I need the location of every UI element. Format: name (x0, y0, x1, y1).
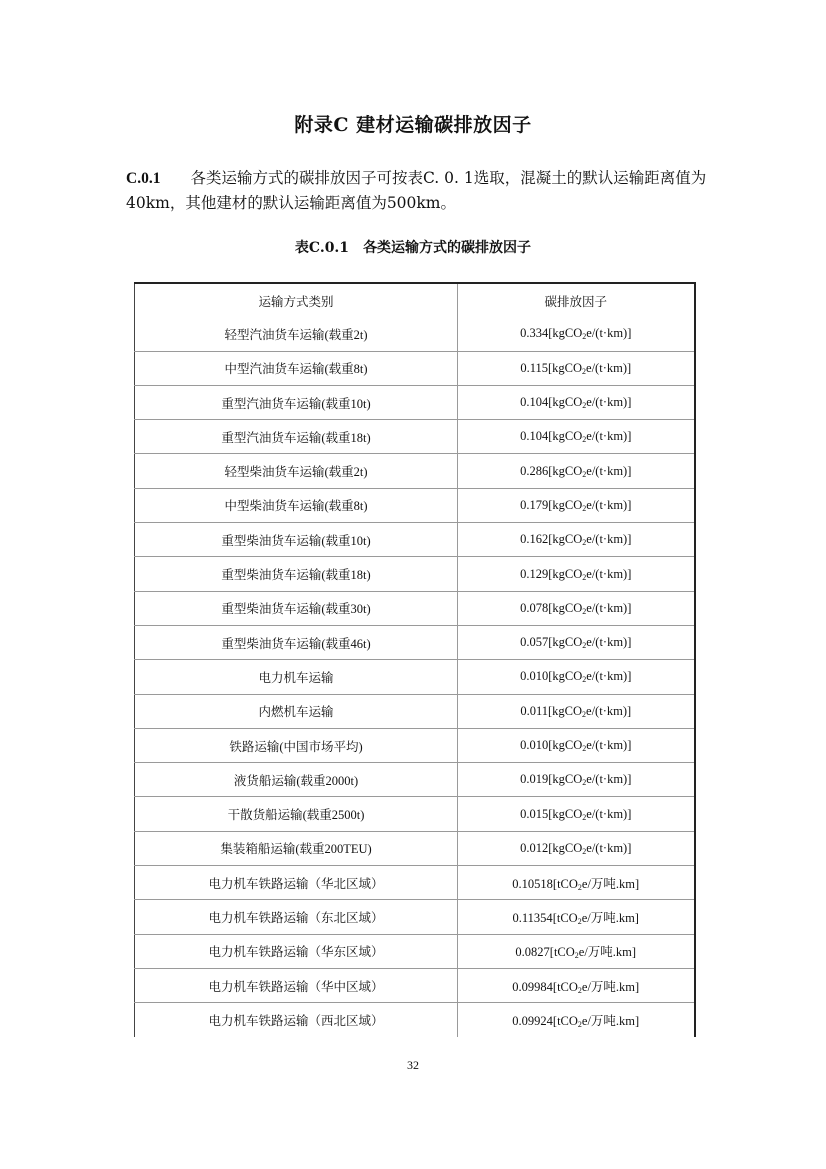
emission-factor-cell (458, 728, 695, 762)
emission-factor-cell (458, 1003, 695, 1037)
factor-unit-suffix: e/(t·km)] (586, 669, 632, 684)
factor-unit-prefix: [kgCO (548, 360, 583, 375)
factor-unit-prefix: [kgCO (548, 635, 583, 650)
table-header-row (135, 283, 695, 317)
emission-factor-cell (458, 591, 695, 625)
table-row (135, 523, 695, 557)
table-row (135, 831, 695, 865)
table-caption (0, 237, 826, 257)
factor-unit-suffix: e/(t·km)] (586, 806, 632, 821)
factor-value: 0.286 (520, 463, 549, 478)
factor-unit-subscript: 2 (582, 675, 587, 685)
table-row (135, 420, 695, 454)
factor-unit-suffix: e/(t·km)] (586, 600, 632, 615)
factor-value: 0.015 (520, 806, 549, 821)
factor-value: 0.104 (520, 395, 549, 410)
factor-value: 0.09984 (512, 979, 553, 994)
transport-type-cell: 中型汽油货车运输(载重8t) (135, 351, 458, 385)
factor-value: 0.162 (520, 532, 549, 547)
factor-unit-subscript: 2 (582, 538, 587, 548)
factor-value: 0.010 (520, 738, 549, 752)
factor-unit-prefix: [kgCO (548, 326, 583, 341)
table-row (135, 557, 695, 591)
transport-type-cell: 内燃机车运输 (135, 694, 458, 728)
clause-paragraph (126, 166, 711, 215)
factor-unit-suffix: e/(t·km)] (586, 532, 632, 547)
factor-unit-suffix: e/(t·km)] (586, 738, 632, 752)
factor-unit-suffix: e/(t·km)] (586, 635, 632, 650)
emission-factor-cell (458, 385, 695, 419)
table-row (135, 660, 695, 694)
factor-unit-suffix: e/(t·km)] (586, 326, 632, 341)
factor-unit-subscript: 2 (577, 1019, 582, 1029)
emission-factor-cell (458, 797, 695, 831)
factor-unit-subscript: 2 (582, 435, 587, 445)
table-row (135, 488, 695, 522)
factor-unit-subscript: 2 (577, 916, 582, 926)
table-row (135, 625, 695, 659)
clause-number: C.0.1 (126, 170, 161, 187)
emission-factor-cell (458, 420, 695, 454)
factor-unit-suffix: e/(t·km)] (586, 703, 632, 718)
factor-unit-prefix: [kgCO (548, 669, 583, 684)
factor-unit-prefix: [kgCO (548, 738, 583, 752)
transport-type-cell: 电力机车铁路运输（东北区域） (135, 900, 458, 934)
transport-type-cell: 轻型柴油货车运输(载重2t) (135, 454, 458, 488)
factor-unit-suffix: e/万吨.km] (581, 876, 640, 891)
emission-factor-cell (458, 900, 695, 934)
factor-unit-prefix: [kgCO (548, 600, 583, 615)
factor-value: 0.10518 (512, 876, 553, 891)
factor-value: 0.115 (520, 360, 548, 375)
transport-type-cell: 重型柴油货车运输(载重46t) (135, 625, 458, 659)
emission-factor-cell (458, 523, 695, 557)
transport-type-cell: 重型汽油货车运输(载重18t) (135, 420, 458, 454)
factor-unit-suffix: e/(t·km)] (586, 395, 632, 410)
table-row (135, 1003, 695, 1037)
factor-unit-subscript: 2 (582, 641, 587, 651)
transport-type-cell: 重型柴油货车运输(载重10t) (135, 523, 458, 557)
factor-value: 0.011 (520, 703, 548, 718)
transport-type-cell: 电力机车铁路运输（西北区域） (135, 1003, 458, 1037)
factor-unit-prefix: [kgCO (548, 429, 583, 444)
factor-unit-suffix: e/(t·km)] (586, 429, 632, 444)
factor-unit-subscript: 2 (582, 366, 587, 376)
table-row (135, 694, 695, 728)
table-row (135, 385, 695, 419)
table-row (135, 454, 695, 488)
emission-factor-cell (458, 557, 695, 591)
emission-factor-table (134, 282, 696, 1037)
factor-value: 0.334 (520, 326, 549, 341)
factor-unit-suffix: e/万吨.km] (581, 979, 640, 994)
factor-value: 0.179 (520, 497, 549, 512)
table-row (135, 317, 695, 351)
table-caption-text: 各类运输方式的碳排放因子 (363, 240, 532, 256)
emission-factor-cell (458, 763, 695, 797)
factor-unit-prefix: [tCO (552, 876, 578, 891)
factor-unit-subscript: 2 (577, 985, 582, 995)
page-title: 附录C 建材运输碳排放因子 (294, 114, 532, 136)
factor-unit-subscript: 2 (582, 572, 587, 582)
transport-type-cell: 轻型汽油货车运输(载重2t) (135, 317, 458, 351)
factor-unit-subscript: 2 (577, 882, 582, 892)
table-row (135, 900, 695, 934)
factor-unit-suffix: e/(t·km)] (586, 840, 632, 855)
emission-factor-cell (458, 660, 695, 694)
factor-value: 0.012 (520, 840, 549, 855)
factor-unit-suffix: e/(t·km)] (586, 463, 632, 478)
factor-value: 0.078 (520, 600, 549, 615)
factor-unit-prefix: [tCO (552, 979, 578, 994)
factor-unit-subscript: 2 (582, 401, 587, 411)
transport-type-cell: 集装箱船运输(载重200TEU) (135, 831, 458, 865)
header-emission-factor: 碳排放因子 (544, 294, 607, 309)
table-row (135, 934, 695, 968)
transport-type-cell: 铁路运输(中国市场平均) (135, 728, 458, 762)
factor-unit-prefix: [kgCO (548, 532, 583, 547)
factor-unit-suffix: e/(t·km)] (586, 772, 632, 787)
table-row (135, 797, 695, 831)
factor-unit-prefix: [kgCO (548, 463, 583, 478)
factor-unit-subscript: 2 (582, 744, 587, 753)
factor-unit-subscript: 2 (582, 812, 587, 822)
transport-type-cell: 干散货船运输(载重2500t) (135, 797, 458, 831)
factor-unit-suffix: e/万吨.km] (581, 910, 639, 925)
factor-unit-suffix: e/万吨.km] (581, 1013, 640, 1028)
factor-value: 0.057 (520, 635, 549, 650)
factor-value: 0.09924 (512, 1013, 553, 1028)
factor-unit-subscript: 2 (582, 332, 587, 342)
table-row (135, 763, 695, 797)
factor-value: 0.019 (520, 772, 549, 787)
factor-unit-subscript: 2 (582, 606, 587, 616)
table-row (135, 866, 695, 900)
clause-text: 各类运输方式的碳排放因子可按表C. 0. 1选取，混凝土的默认运输距离值为40km，其他建材的默认运输距离值为500km。 (126, 169, 707, 212)
page-number: 32 (407, 1058, 419, 1072)
emission-factor-cell (458, 831, 695, 865)
factor-unit-subscript: 2 (582, 503, 587, 513)
factor-value: 0.104 (520, 429, 549, 444)
emission-factor-cell (458, 317, 695, 351)
factor-unit-prefix: [kgCO (548, 703, 583, 718)
emission-factor-cell (458, 351, 695, 385)
factor-unit-prefix: [kgCO (548, 772, 583, 787)
factor-unit-prefix: [kgCO (548, 497, 583, 512)
transport-type-cell: 重型柴油货车运输(载重18t) (135, 557, 458, 591)
factor-unit-suffix: e/(t·km)] (586, 497, 632, 512)
table-row (135, 728, 695, 762)
factor-unit-subscript: 2 (574, 951, 579, 961)
factor-unit-suffix: e/万吨.km] (578, 945, 637, 960)
factor-unit-subscript: 2 (582, 778, 587, 788)
factor-unit-prefix: [tCO (552, 910, 578, 925)
factor-value: 0.11354 (512, 910, 553, 925)
factor-unit-subscript: 2 (582, 709, 587, 719)
factor-unit-suffix: e/(t·km)] (586, 566, 632, 581)
emission-factor-cell (458, 625, 695, 659)
factor-unit-suffix: e/(t·km)] (586, 360, 632, 375)
table-row (135, 968, 695, 1002)
factor-unit-prefix: [kgCO (548, 395, 583, 410)
factor-unit-subscript: 2 (582, 846, 587, 856)
transport-type-cell: 电力机车运输 (135, 660, 458, 694)
transport-type-cell: 液货船运输(载重2000t) (135, 763, 458, 797)
emission-factor-cell (458, 934, 695, 968)
header-transport-type: 运输方式类别 (135, 283, 458, 317)
transport-type-cell: 重型柴油货车运输(载重30t) (135, 591, 458, 625)
table-row (135, 591, 695, 625)
emission-factor-cell (458, 694, 695, 728)
emission-factor-cell (458, 866, 695, 900)
table-row (135, 351, 695, 385)
transport-type-cell: 电力机车铁路运输（华中区域） (135, 968, 458, 1002)
transport-type-cell: 电力机车铁路运输（华东区域） (135, 934, 458, 968)
emission-factor-cell (458, 968, 695, 1002)
factor-value: 0.0827 (515, 945, 550, 960)
table-number: 表C.0.1 (294, 240, 350, 256)
factor-unit-prefix: [tCO (549, 945, 575, 960)
factor-unit-prefix: [kgCO (548, 806, 583, 821)
factor-unit-prefix: [tCO (552, 1013, 578, 1028)
emission-factor-cell (458, 454, 695, 488)
factor-value: 0.129 (520, 566, 549, 581)
factor-unit-subscript: 2 (582, 469, 587, 479)
emission-factor-cell (458, 488, 695, 522)
transport-type-cell: 电力机车铁路运输（华北区域） (135, 866, 458, 900)
factor-unit-prefix: [kgCO (548, 566, 583, 581)
factor-unit-prefix: [kgCO (548, 840, 583, 855)
factor-value: 0.010 (520, 669, 549, 684)
transport-type-cell: 中型柴油货车运输(载重8t) (135, 488, 458, 522)
transport-type-cell: 重型汽油货车运输(载重10t) (135, 385, 458, 419)
